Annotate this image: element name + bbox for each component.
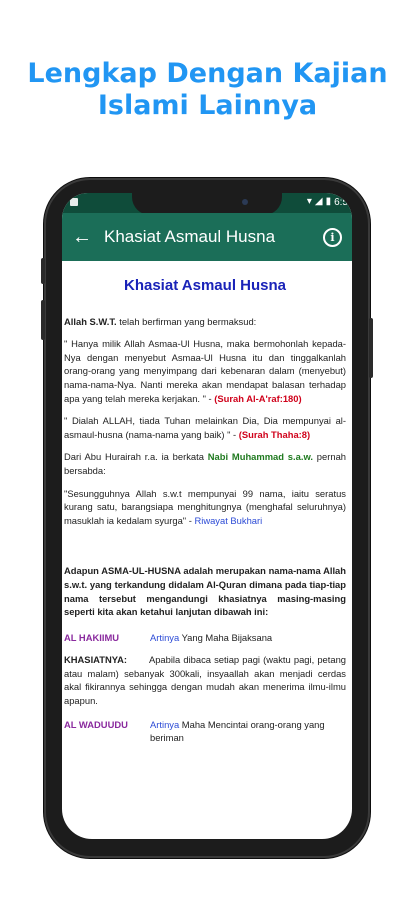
article-title: Khasiat Asmaul Husna <box>124 277 286 294</box>
paragraph-text: telah berfirman yang bermaksud: <box>116 315 257 327</box>
artinya-label: Artinya <box>150 631 180 643</box>
phone-screen <box>62 193 352 839</box>
status-time: 6:5 <box>334 196 348 208</box>
back-arrow-icon[interactable]: ← <box>72 225 92 248</box>
khasiat-label: KHASIATNYA: <box>64 654 128 666</box>
info-icon[interactable]: i <box>323 228 342 247</box>
notification-icon <box>70 198 78 206</box>
paragraph <box>64 414 346 441</box>
asma-name: AL WADUUDU <box>64 718 128 730</box>
paragraph-text: " Dialah ALLAH, tiada Tuhan melainkan Dia, Dia mempunyai al-asmaul-husna (nama-nama yang baik) " - <box>64 415 346 440</box>
khasiat-text: Apabila dibaca setiap pagi (waktu pagi, petang atau malam) sebanyak 300kali, insyaallah akan menjadi cerdas akal fikirannya sehingga dengan mudah akan menerima ilmu-ilmu apapun. <box>64 654 346 707</box>
phone-side-button <box>41 258 45 284</box>
paragraph <box>64 450 346 477</box>
prophet-name: Nabi Muhammad s.a.w. <box>207 451 313 463</box>
verse-reference: (Surah Thaha:8) <box>238 428 311 440</box>
promo-headline <box>0 58 415 122</box>
phone-side-button <box>41 300 45 340</box>
paragraph <box>64 337 346 405</box>
verse-reference: (Surah Al-A'raf:180) <box>214 392 302 404</box>
paragraph-bold: Adapun ASMA-UL-HUSNA adalah merupakan nama-nama Allah s.w.t. yang terkandung didalam Al-Quran dimana pada tiap-tiap nama tersebut mengandungi khasiatnya masing-masing seperti kita akan ketahui lanjutan dibawah ini: <box>64 565 346 618</box>
front-camera <box>242 199 248 205</box>
wifi-icon: ▾ <box>306 196 312 207</box>
paragraph-text: Dari Abu Hurairah r.a. ia berkata <box>64 451 208 463</box>
battery-icon: ▮ <box>325 196 332 207</box>
phone-notch <box>132 193 282 215</box>
paragraph <box>64 315 346 329</box>
promo-headline-line2: Islami Lainnya <box>97 90 318 121</box>
signal-icon: ◢ <box>314 196 323 207</box>
paragraph-text: "Sesungguhnya Allah s.w.t mempunyai 99 nama, iaitu seratus kurang satu, barangsiapa menghitungnya (menghafal seluruhnya) masuklah ia kedalam syurga" - <box>64 487 346 526</box>
hadith-reference: Riwayat Bukhari <box>194 514 263 526</box>
asma-meaning: Yang Maha Bijaksana <box>179 631 273 643</box>
asma-name: AL HAKIIMU <box>64 631 120 643</box>
app-bar <box>62 213 352 261</box>
asma-meaning: Maha Mencintai orang-orang yang beriman <box>150 718 325 744</box>
promo-headline-line1: Lengkap Dengan Kajian <box>27 58 388 89</box>
phone-side-button <box>369 318 373 378</box>
list-item <box>64 718 346 745</box>
article-content[interactable] <box>62 261 352 839</box>
status-icons <box>307 196 348 208</box>
khasiat-paragraph <box>64 653 346 707</box>
paragraph-text: pernah bersabda: <box>64 451 347 476</box>
paragraph <box>64 487 346 528</box>
paragraph-text: " Hanya milik Allah Asmaa-Ul Husna, maka bermohonlah kepada-Nya dengan menyebut Asmaa-Ul Husna itu dan tinggalkanlah orang-orang yang menyimpang dari kebenaran dalam (menyebut) nama-nama-Nya. Nanti mereka akan mendapat balasan terhadap apa yang telah mereka kerjakan. " - <box>64 338 346 404</box>
app-bar-title: Khasiat Asmaul Husna <box>104 227 276 246</box>
artinya-label: Artinya <box>150 718 180 730</box>
list-item <box>64 631 346 645</box>
allah-swt-label: Allah S.W.T. <box>64 315 117 327</box>
